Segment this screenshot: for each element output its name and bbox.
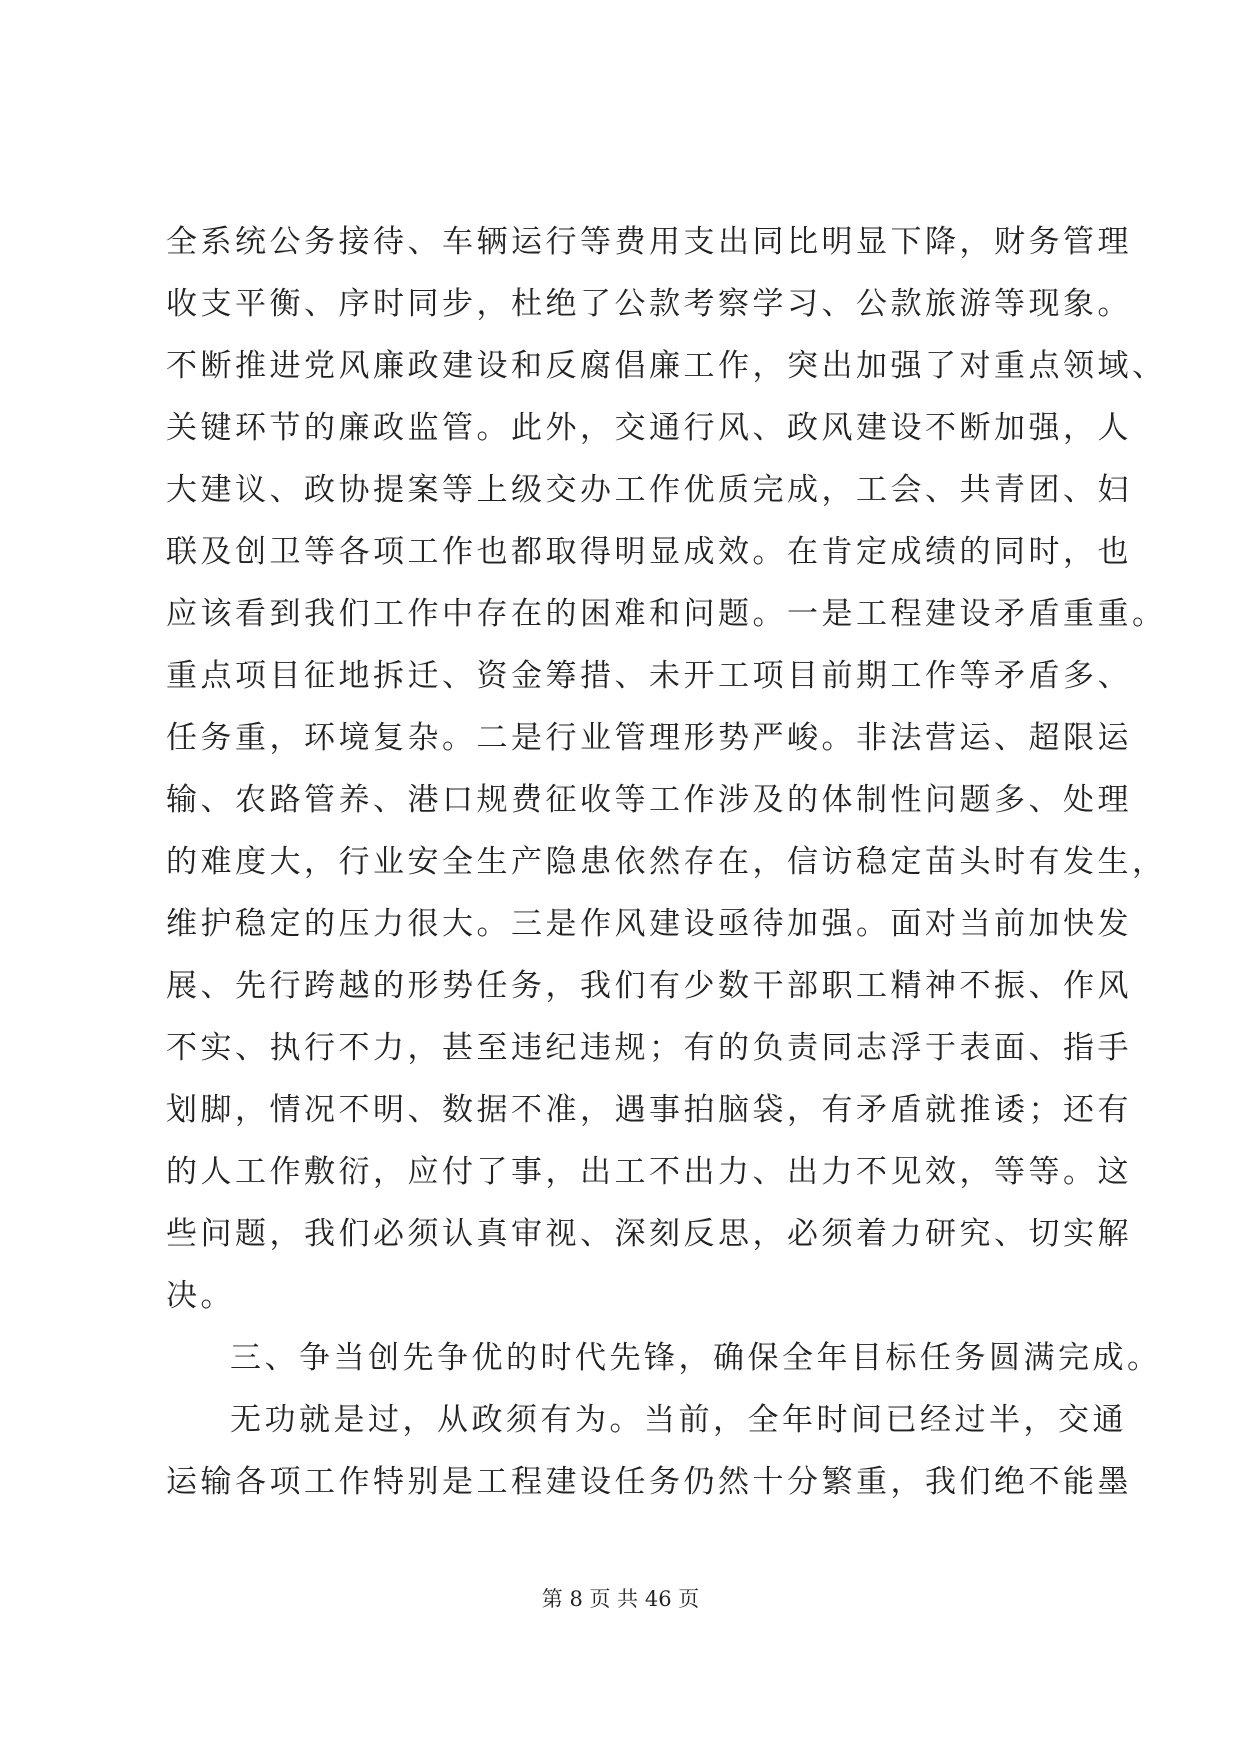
body-text-line: 收支平衡、序时同步，杜绝了公款考察学习、公款旅游等现象。	[166, 286, 1132, 322]
body-text-line: 大建议、政协提案等上级交办工作优质完成，工会、共青团、妇	[166, 472, 1132, 508]
body-text-line: 运输各项工作特别是工程建设任务仍然十分繁重，我们绝不能墨	[166, 1464, 1132, 1500]
body-text-line: 全系统公务接待、车辆运行等费用支出同比明显下降，财务管理	[166, 224, 1132, 260]
body-text-line: 应该看到我们工作中存在的困难和问题。一是工程建设矛盾重重。	[166, 596, 1167, 632]
body-text-line: 展、先行跨越的形势任务，我们有少数干部职工精神不振、作风	[166, 968, 1132, 1004]
body-text-line: 的难度大，行业安全生产隐患依然存在，信访稳定苗头时有发生，	[166, 844, 1167, 880]
body-text-line: 输、农路管养、港口规费征收等工作涉及的体制性问题多、处理	[166, 782, 1132, 818]
page-footer: 第 8 页 共 46 页	[541, 1587, 700, 1611]
body-text-line: 不断推进党风廉政建设和反腐倡廉工作，突出加强了对重点领域、	[166, 348, 1167, 384]
body-text-line: 不实、执行不力，甚至违纪违规；有的负责同志浮于表面、指手	[166, 1030, 1132, 1066]
body-text-line: 决。	[166, 1278, 235, 1314]
body-text-line: 划脚，情况不明、数据不准，遇事拍脑袋，有矛盾就推诿；还有	[166, 1092, 1132, 1128]
body-text-line: 的人工作敷衍，应付了事，出工不出力、出力不见效，等等。这	[166, 1154, 1132, 1190]
body-text-line: 联及创卫等各项工作也都取得明显成效。在肯定成绩的同时，也	[166, 534, 1132, 570]
body-text-line: 维护稳定的压力很大。三是作风建设亟待加强。面对当前加快发	[166, 906, 1132, 942]
body-text-line: 任务重，环境复杂。二是行业管理形势严峻。非法营运、超限运	[166, 720, 1132, 756]
body-text-line: 关键环节的廉政监管。此外，交通行风、政风建设不断加强，人	[166, 410, 1132, 446]
body-text-line: 重点项目征地拆迁、资金筹措、未开工项目前期工作等矛盾多、	[166, 658, 1132, 694]
body-text-line: 些问题，我们必须认真审视、深刻反思，必须着力研究、切实解	[166, 1216, 1132, 1252]
paragraph-first-line: 无功就是过，从政须有为。当前，全年时间已经过半，交通	[230, 1402, 1127, 1438]
section-heading: 三、争当创先争优的时代先锋，确保全年目标任务圆满完成。	[230, 1340, 1162, 1376]
